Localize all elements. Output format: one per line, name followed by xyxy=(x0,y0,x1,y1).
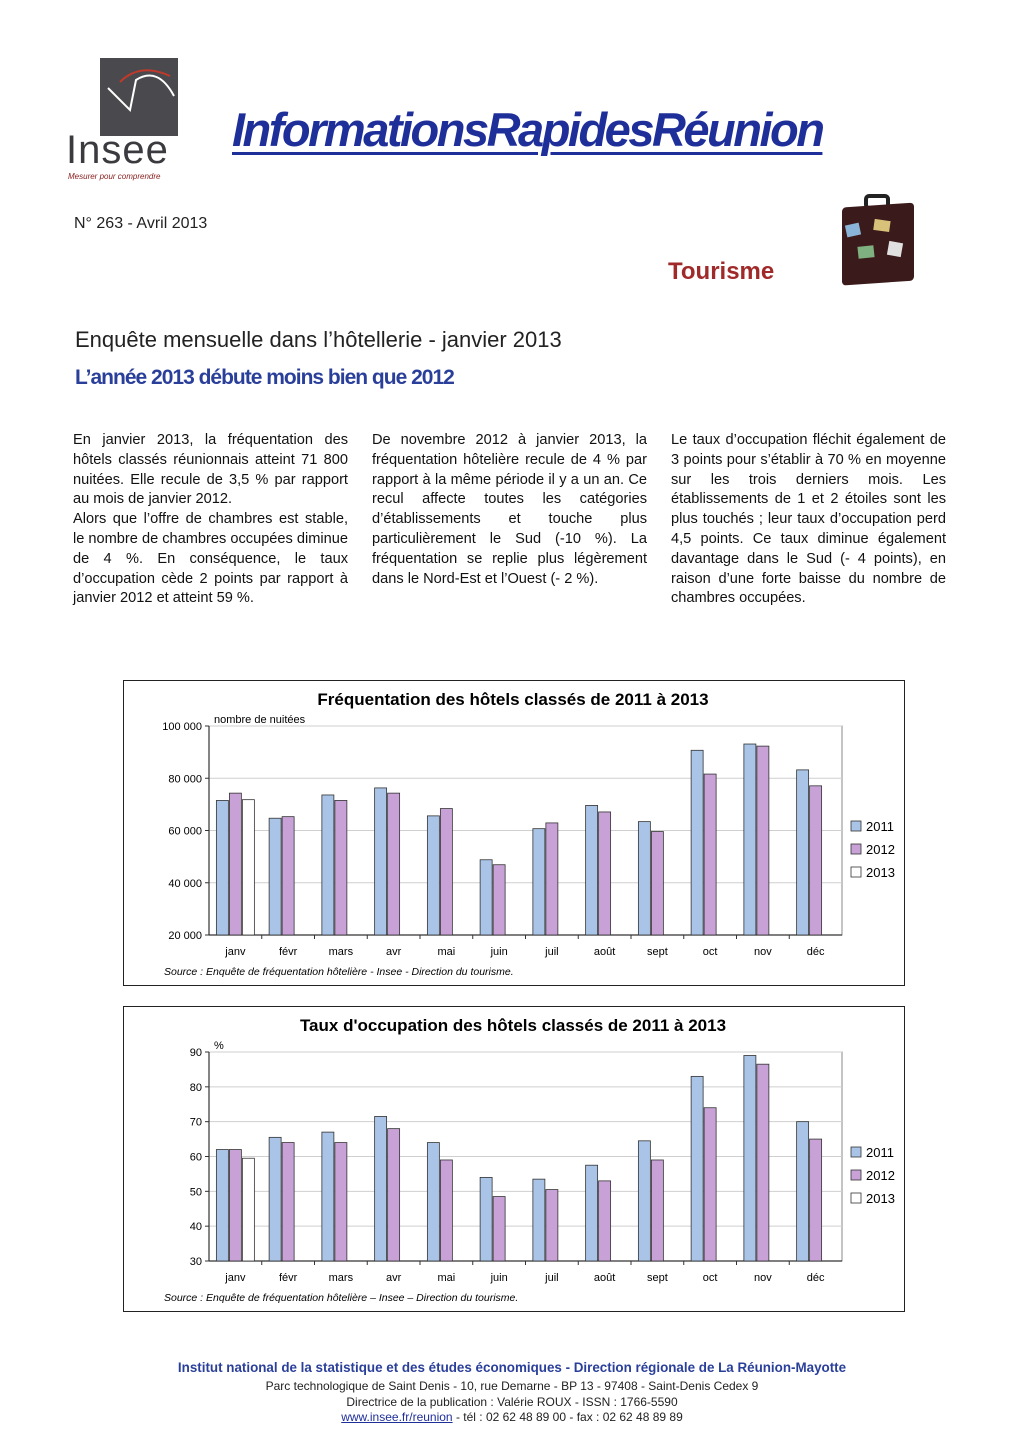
x-tick-label: sept xyxy=(646,946,668,958)
legend-swatch-2012 xyxy=(851,844,861,854)
theme-label: Tourisme xyxy=(668,258,775,285)
bar-2011 xyxy=(322,795,334,935)
chart-frequentation-svg xyxy=(124,681,903,984)
y-tick-label: 20 000 xyxy=(168,930,202,942)
chart-title: Taux d'occupation des hôtels classés de 2011 à 2013 xyxy=(299,1016,727,1035)
y-tick-label: 70 xyxy=(189,1116,202,1129)
chart-source: Source : Enquête de fréquentation hôtelière - Insee - Direction du tourisme. xyxy=(164,966,514,978)
bar-2012 xyxy=(493,865,505,935)
bar-2012 xyxy=(229,1150,241,1261)
bar-2011 xyxy=(797,1122,809,1261)
x-tick-label: mars xyxy=(328,946,354,958)
bar-2011 xyxy=(744,1055,756,1261)
x-tick-label: mars xyxy=(328,1272,354,1284)
x-tick-label: août xyxy=(593,946,616,958)
y-tick-label: 80 xyxy=(189,1081,202,1094)
x-tick-label: juil xyxy=(545,946,559,958)
bar-2011 xyxy=(269,1137,281,1261)
bar-2012 xyxy=(546,823,558,935)
x-tick-label: févr xyxy=(278,1272,298,1284)
bar-2012 xyxy=(335,1143,347,1261)
bar-2012 xyxy=(388,793,400,935)
bar-2012 xyxy=(282,1143,294,1261)
bar-2012 xyxy=(440,1160,452,1261)
bar-2011 xyxy=(375,788,387,935)
y-axis-label: % xyxy=(214,1040,224,1052)
chart-title: Fréquentation des hôtels classés de 2011 à 2013 xyxy=(317,690,709,709)
y-axis-label: nombre de nuitées xyxy=(214,714,306,726)
legend-label: 2013 xyxy=(866,865,895,880)
legend-swatch-2011 xyxy=(851,1147,861,1157)
chart-frequentation xyxy=(123,680,905,986)
bar-2012 xyxy=(810,786,822,935)
x-tick-label: janv xyxy=(225,1272,246,1284)
text-column-1 xyxy=(73,431,348,609)
bar-2011 xyxy=(638,1141,650,1261)
x-tick-label: mai xyxy=(437,946,456,958)
paragraph: Alors que l’offre de chambres est stable, le nombre de chambres occupées diminue de 4 %. En conséquence, le taux d’occupation cède 2 points par rapport à janvier 2012 et atteint 59 %. xyxy=(73,511,349,607)
logo-wordmark: Insee xyxy=(66,128,169,172)
bar-2012 xyxy=(493,1197,505,1261)
bar-2012 xyxy=(229,793,241,935)
text-column-3 xyxy=(671,431,946,609)
bar-2011 xyxy=(269,818,281,935)
bar-2011 xyxy=(744,744,756,935)
logo-tagline: Mesurer pour comprendre xyxy=(68,172,161,181)
chart-source: Source : Enquête de fréquentation hôtelière – Insee – Direction du tourisme. xyxy=(164,1292,519,1304)
bar-2011 xyxy=(216,800,228,935)
bar-2012 xyxy=(335,800,347,935)
x-tick-label: févr xyxy=(278,946,298,958)
insee-logo-mark xyxy=(100,58,178,136)
x-tick-label: déc xyxy=(806,1272,825,1284)
bar-2011 xyxy=(216,1150,228,1261)
y-tick-label: 50 xyxy=(189,1186,202,1199)
bar-2011 xyxy=(533,829,545,935)
x-tick-label: sept xyxy=(646,1272,668,1284)
website-link[interactable]: www.insee.fr/reunion xyxy=(341,1410,453,1424)
bar-2012 xyxy=(704,1108,716,1261)
bar-2012 xyxy=(757,1064,769,1261)
bar-2011 xyxy=(322,1132,334,1261)
bar-2012 xyxy=(704,774,716,935)
x-tick-label: avr xyxy=(385,1272,402,1284)
bar-2011 xyxy=(480,1177,492,1261)
y-tick-label: 60 xyxy=(189,1151,202,1164)
x-tick-label: avr xyxy=(385,946,402,958)
legend-label: 2012 xyxy=(866,1168,895,1183)
bar-2012 xyxy=(440,809,452,935)
bar-2011 xyxy=(427,816,439,935)
footer-phone-fax: - tél : 02 62 48 89 00 - fax : 02 62 48 89 89 xyxy=(452,1410,683,1424)
x-tick-label: juin xyxy=(490,946,508,958)
bar-2011 xyxy=(691,750,703,935)
x-tick-label: août xyxy=(593,1272,616,1284)
y-tick-label: 40 xyxy=(189,1221,202,1234)
legend-label: 2011 xyxy=(866,1145,894,1160)
bar-2011 xyxy=(427,1143,439,1261)
bar-2011 xyxy=(480,860,492,935)
bar-2012 xyxy=(651,1160,663,1261)
legend-swatch-2011 xyxy=(851,821,861,831)
paragraph: Le taux d’occupation fléchit également de 3 points pour s’établir à 70 % en moyenne sur les trois derniers mois. Les établissements de 1 et 2 étoiles sont les plus touchés ; leur taux d’occupation perd 4,5 points. Ce taux diminue également davantage dans le Sud (- 4 points), en raison d’une forte baisse du nombre de chambres occupées. xyxy=(671,432,946,607)
footer-contact xyxy=(0,1410,1024,1424)
x-tick-label: juin xyxy=(490,1272,508,1284)
x-tick-label: oct xyxy=(702,1272,718,1284)
x-tick-label: janv xyxy=(225,946,246,958)
legend-label: 2012 xyxy=(866,842,895,857)
bar-2011 xyxy=(797,770,809,935)
bar-2013 xyxy=(242,800,254,935)
bar-2011 xyxy=(586,805,598,935)
masthead-title: InformationsRapidesRéunion xyxy=(232,103,823,156)
bar-2011 xyxy=(691,1076,703,1261)
x-tick-label: juil xyxy=(545,1272,559,1284)
y-tick-label: 90 xyxy=(189,1047,202,1059)
article-subhead: Enquête mensuelle dans l’hôtellerie - janvier 2013 xyxy=(75,327,562,352)
bar-2012 xyxy=(651,832,663,935)
x-tick-label: mai xyxy=(437,1272,456,1284)
chart-taux-occupation xyxy=(123,1006,905,1312)
legend-label: 2013 xyxy=(866,1191,895,1206)
legend-swatch-2013 xyxy=(851,1193,861,1203)
bar-2011 xyxy=(586,1165,598,1261)
footer-publication: Directrice de la publication : Valérie ROUX - ISSN : 1766-5590 xyxy=(346,1395,678,1409)
x-tick-label: oct xyxy=(702,946,718,958)
issue-number: N° 263 - Avril 2013 xyxy=(74,215,208,232)
bar-2012 xyxy=(546,1190,558,1261)
bar-2011 xyxy=(375,1116,387,1261)
bar-2012 xyxy=(599,812,611,935)
insee-logo xyxy=(100,58,178,136)
paragraph: De novembre 2012 à janvier 2013, la fréquentation hôtelière recule de 4 % par rapport à la même période il y a un an. Ce recul affecte toutes les catégories d’établissements et touche plus particulièrement le Sud (-10 %). La fréquentation se replie plus légèrement dans le Nord-Est et l’Ouest (- 2 %). xyxy=(372,432,647,587)
y-tick-label: 30 xyxy=(189,1256,202,1268)
bar-2012 xyxy=(282,817,294,935)
bar-2012 xyxy=(810,1139,822,1261)
y-tick-label: 60 000 xyxy=(168,825,202,838)
bar-2011 xyxy=(638,822,650,935)
bar-2012 xyxy=(757,746,769,935)
y-tick-label: 80 000 xyxy=(168,773,202,786)
x-tick-label: nov xyxy=(754,946,772,958)
legend-label: 2011 xyxy=(866,819,894,834)
footer-address: Parc technologique de Saint Denis - 10, rue Demarne - BP 13 - 97408 - Saint-Denis Cedex 9 xyxy=(265,1379,759,1393)
bar-2011 xyxy=(533,1179,545,1261)
article-title: L’année 2013 débute moins bien que 2012 xyxy=(75,366,454,389)
chart-taux-occupation-svg xyxy=(124,1007,903,1310)
x-tick-label: déc xyxy=(806,946,825,958)
footer-institution: Institut national de la statistique et des études économiques - Direction régionale de La Réunion-Mayotte xyxy=(177,1360,847,1375)
text-column-2 xyxy=(372,431,647,589)
suitcase-icon xyxy=(836,194,920,294)
legend-swatch-2012 xyxy=(851,1170,861,1180)
y-tick-label: 40 000 xyxy=(168,877,202,890)
bar-2012 xyxy=(388,1129,400,1261)
legend-swatch-2013 xyxy=(851,867,861,877)
x-tick-label: nov xyxy=(754,1272,772,1284)
bar-2012 xyxy=(599,1181,611,1261)
y-tick-label: 100 000 xyxy=(162,721,202,733)
bar-2013 xyxy=(242,1158,254,1261)
paragraph: En janvier 2013, la fréquentation des hôtels classés réunionnais atteint 71 800 nuitées. Elle recule de 3,5 % par rapport au mois de janvier 2012. xyxy=(73,432,348,508)
